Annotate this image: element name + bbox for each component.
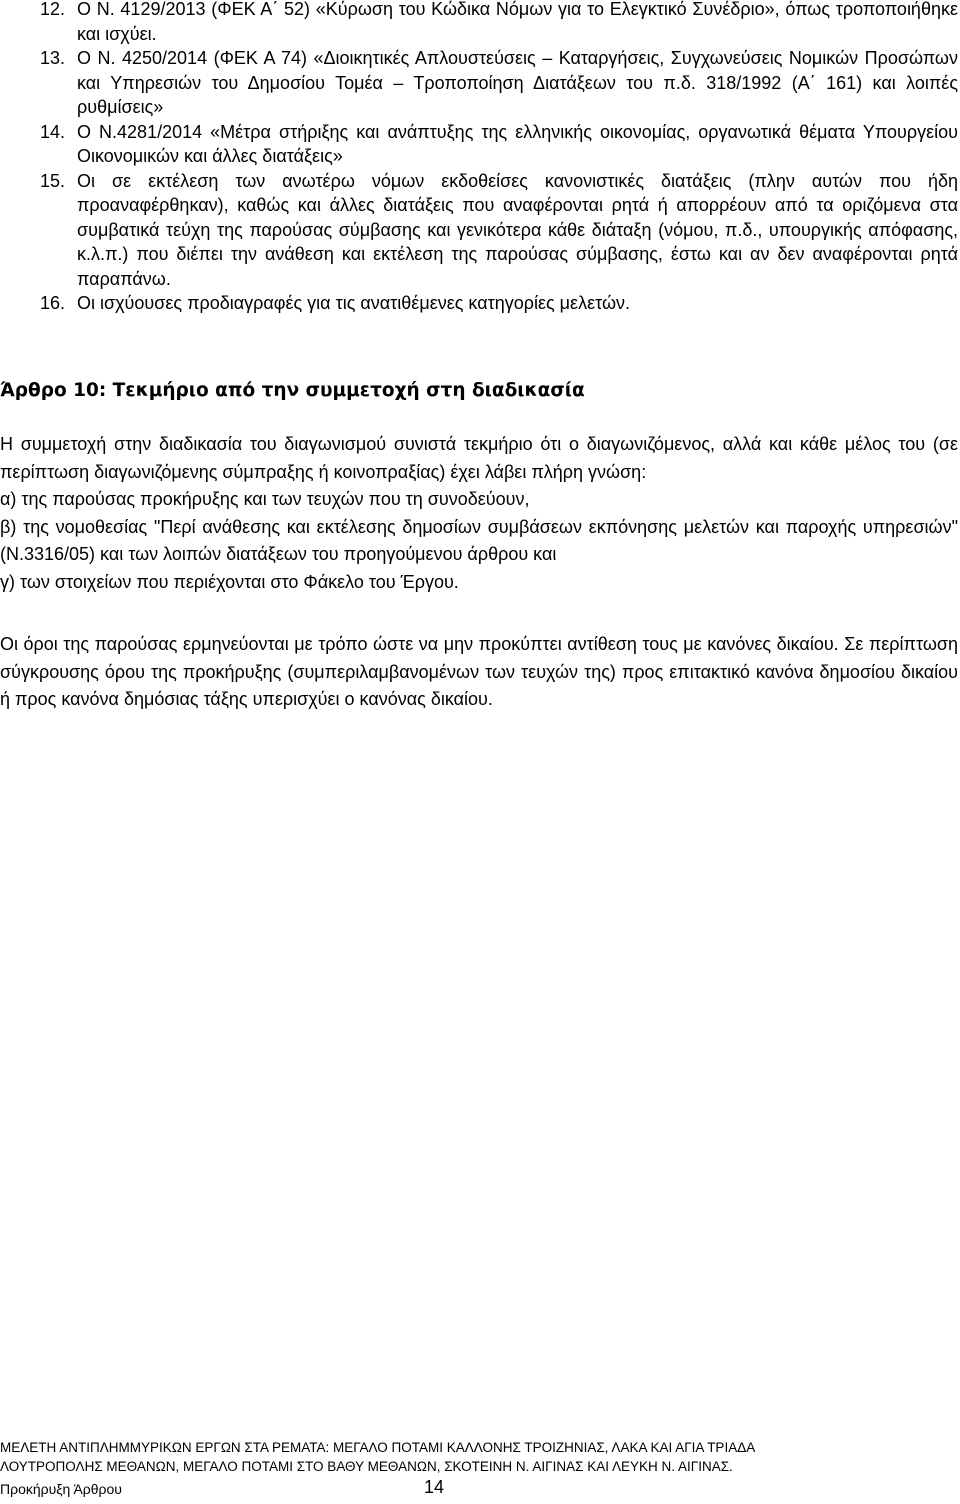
- list-item: [40, 120, 958, 169]
- law-list: [40, 0, 958, 316]
- list-number: 13.: [40, 48, 66, 68]
- participation-paragraph: [0, 431, 958, 596]
- list-number: 15.: [40, 170, 66, 191]
- list-item: [40, 291, 958, 316]
- list-item: [40, 46, 958, 120]
- list-text: Ο Ν. 4250/2014 (ΦΕΚ Α 74) «Διοικητικές Απλουστεύσεις – Καταργήσεις, Συγχωνεύσεις Νομικών Προσώπων και Υπηρεσιών του Δημοσίου Τομέα – Τροποποίηση Διατάξεων του π.δ. 318/1992 (Α΄ 161) και λοιπές ρυθμίσεις»: [77, 48, 958, 117]
- list-text: Ο Ν. 4129/2013 (ΦΕΚ Α΄ 52) «Κύρωση του Κώδικα Νόμων για το Ελεγκτικό Συνέδριο», όπως τροποποιήθηκε και ισχύει.: [77, 0, 958, 44]
- footer-project-line-1: ΜΕΛΕΤΗ ΑΝΤΙΠΛΗΜΜΥΡΙΚΩΝ ΕΡΓΩΝ ΣΤΑ ΡΕΜΑΤΑ: ΜΕΓΑΛΟ ΠΟΤΑΜΙ ΚΑΛΛΟΝΗΣ ΤΡΟΙΖΗΝΙΑΣ, ΛΑΚΑ ΚΑΙ ΑΓΙΑ ΤΡΙΑΔΑ: [0, 1440, 756, 1455]
- paragraph-item-a: α) της παρούσας προκήρυξης και των τευχών που τη συνοδεύουν,: [0, 489, 530, 509]
- page-number: 14: [424, 1477, 445, 1497]
- list-number: 12.: [40, 0, 66, 19]
- list-number: 14.: [40, 121, 66, 142]
- interpretation-paragraph: Οι όροι της παρούσας ερμηνεύονται με τρόπο ώστε να μην προκύπτει αντίθεση τους με κανόνες δικαίου. Σε περίπτωση σύγκρουσης όρου της προκήρυξης (συμπεριλαμβανομένων των τευχών της) προς επιτακτικό κανόνα δημοσίου δικαίου ή προς κανόνα δημόσιας τάξης υπερισχύει ο κανόνας δικαίου.: [0, 634, 958, 709]
- list-number: 16.: [40, 293, 66, 313]
- footer-project-line-2: ΛΟΥΤΡΟΠΟΛΗΣ ΜΕΘΑΝΩΝ, ΜΕΓΑΛΟ ΠΟΤΑΜΙ ΣΤΟ ΒΑΘΥ ΜΕΘΑΝΩΝ, ΣΚΟΤΕΙΝΗ Ν. ΑΙΓΙΝΑΣ ΚΑΙ ΛΕΥΚΗ Ν. ΑΙΓΙΝΑΣ.: [0, 1459, 733, 1474]
- paragraph-item-b: β) της νομοθεσίας "Περί ανάθεσης και εκτέλεσης δημοσίων συμβάσεων εκπόνησης μελετών και παροχής υπηρεσιών" (Ν.3316/05) και των λοιπών διατάξεων του προηγούμενου άρθρου και: [0, 516, 958, 564]
- paragraph-item-c: γ) των στοιχείων που περιέχονται στο Φάκελο του Έργου.: [0, 571, 459, 592]
- article-title: Άρθρο 10: Τεκμήριο από την συμμετοχή στη διαδικασία: [0, 380, 585, 401]
- footer-doc-label: Προκήρυξη Άρθρου: [0, 1481, 122, 1497]
- list-text: Οι ισχύουσες προδιαγραφές για τις ανατιθέμενες κατηγορίες μελετών.: [77, 293, 631, 313]
- list-item: [40, 169, 958, 292]
- list-text: Οι σε εκτέλεση των ανωτέρω νόμων εκδοθείσες κανονιστικές διατάξεις (πλην αυτών που ήδη προαναφέρθηκαν), καθώς και άλλες διατάξεις που αναφέρονται ρητά ή απορρέουν από τα οριζόμενα στα συμβατικά τεύχη της παρούσας σύμβασης και γενικότερα κάθε διάταξη (νόμου, π.δ., υπουργικής απόφασης, κ.λ.π.) που διέπει την ανάθεση και εκτέλεση της παρούσας σύμβασης, έστω και αν δεν αναφέρονται ρητά παραπάνω.: [77, 170, 958, 289]
- list-item: [40, 0, 958, 46]
- list-text: Ο Ν.4281/2014 «Μέτρα στήριξης και ανάπτυξης της ελληνικής οικονομίας, οργανωτικά θέματα Υπουργείου Οικονομικών και άλλες διατάξεις»: [77, 121, 958, 166]
- paragraph-intro: Η συμμετοχή στην διαδικασία του διαγωνισμού συνιστά τεκμήριο ότι ο διαγωνιζόμενος, αλλά και κάθε μέλος του (σε περίπτωση διαγωνιζόμενης σύμπραξης ή κοινοπραξίας) έχει λάβει πλήρη γνώση:: [0, 434, 958, 482]
